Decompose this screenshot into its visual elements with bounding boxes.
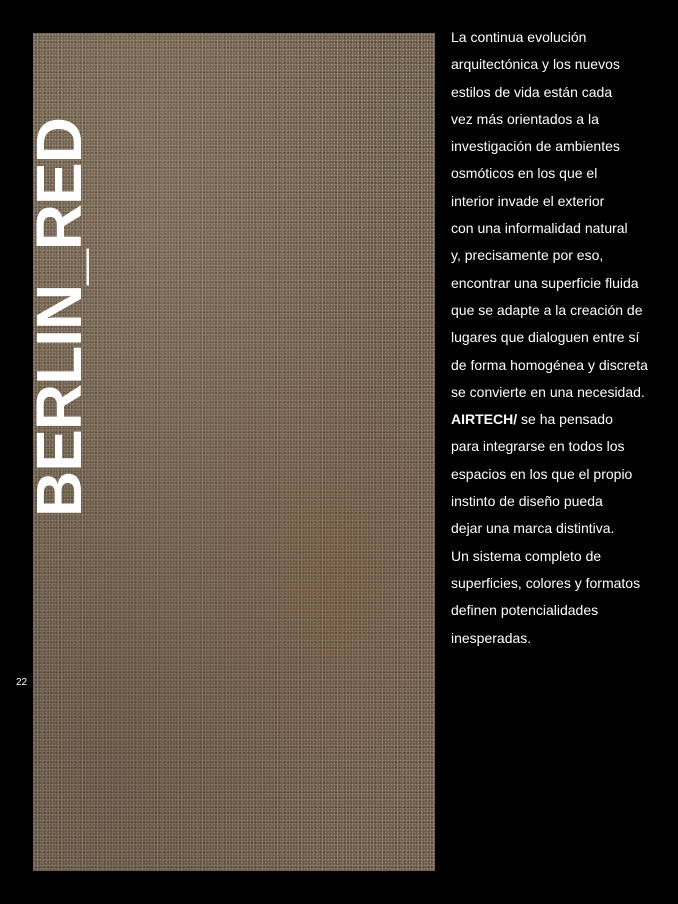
text-line: lugares que dialoguen entre sí [451, 329, 640, 346]
brand-name: AIRTECH/ [451, 411, 518, 428]
text-line: con una informalidad natural [451, 220, 628, 237]
text-line: estilos de vida están cada [451, 83, 613, 100]
text-line: se convierte en una necesidad. [451, 383, 645, 400]
text-line: interior invade el exterior [451, 192, 605, 209]
text-line: La continua evolución [451, 29, 587, 45]
text-line: vez más orientados a la [451, 110, 599, 127]
description-paragraph [451, 24, 673, 652]
brand-line [451, 406, 673, 433]
text-line: dejar una marca distintiva. [451, 520, 615, 537]
text-line: investigación de ambientes [451, 138, 620, 155]
brand-line-rest: se ha pensado [517, 411, 613, 428]
text-line: arquitectónica y los nuevos [451, 56, 620, 73]
text-line: osmóticos en los que el [451, 165, 598, 182]
text-line: superficies, colores y formatos [451, 574, 641, 591]
text-line: y, precisamente por eso, [451, 247, 604, 264]
text-line: que se adapte a la creación de [451, 301, 643, 318]
page-number: 22 [16, 677, 28, 688]
vertical-product-title: BERLIN_RED [23, 118, 95, 517]
text-line: definen potencialidades [451, 602, 599, 619]
text-line: instinto de diseño pueda [451, 493, 603, 510]
text-line: encontrar una superficie fluida [451, 274, 639, 291]
text-line: espacios en los que el propio [451, 465, 633, 482]
text-line: Un sistema completo de [451, 547, 602, 564]
text-line: de forma homogénea y discreta [451, 356, 648, 373]
text-line: para integrarse en todos los [451, 438, 625, 455]
text-line: inesperadas. [451, 629, 532, 646]
